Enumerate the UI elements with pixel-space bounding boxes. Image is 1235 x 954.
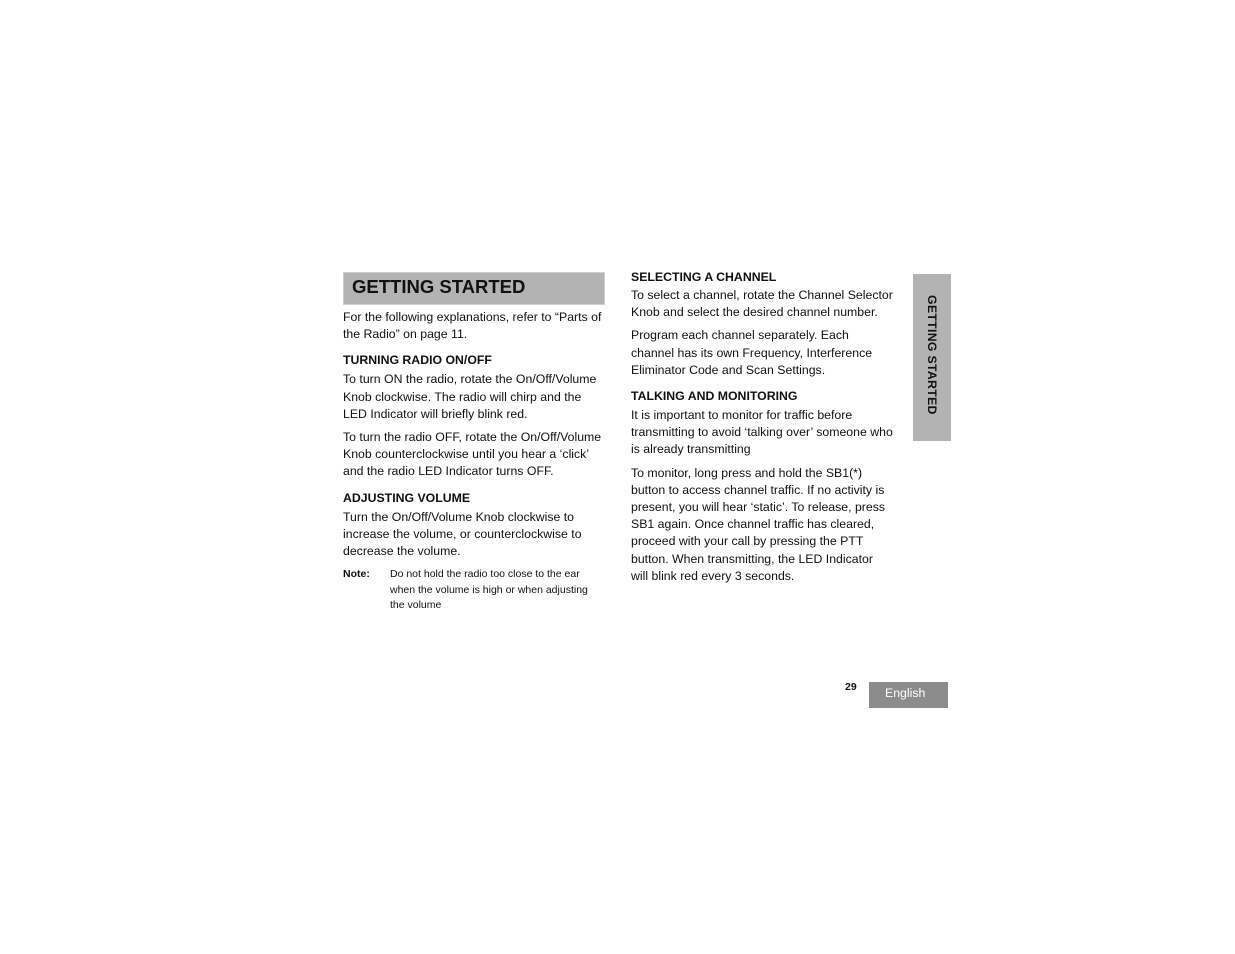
chapter-side-tab	[913, 274, 951, 441]
paragraph-monitor-importance: It is important to monitor for traffic before transmitting to avoid ‘talking over’ someone who is already transmitting	[631, 408, 893, 457]
right-column	[631, 269, 893, 585]
paragraph-select-channel: To select a channel, rotate the Channel Selector Knob and select the desired channel number.	[631, 288, 893, 320]
section-heading-adjusting-volume: ADJUSTING VOLUME	[343, 490, 471, 505]
paragraph-monitor-instructions: To monitor, long press and hold the SB1(*) button to access channel traffic. If no activity is present, you will hear ‘static’. To release, press SB1 again. Once channel traffic has cleared, proceed with your call by pressing the PTT button. When transmitting, the LED Indicator will blink red every 3 seconds.	[631, 465, 886, 583]
chapter-side-tab-label: GETTING STARTED	[925, 295, 939, 415]
paragraph-turn-off: To turn the radio OFF, rotate the On/Off/Volume Knob counterclockwise until you hear a ‘click’ and the radio LED Indicator turns OFF.	[343, 430, 602, 479]
paragraph-turn-on: To turn ON the radio, rotate the On/Off/Volume Knob clockwise. The radio will chirp and the LED Indicator will briefly blink red.	[343, 372, 597, 421]
intro-paragraph: For the following explanations, refer to “Parts of the Radio” on page 11.	[343, 310, 602, 342]
paragraph-program-channel: Program each channel separately. Each channel has its own Frequency, Interference Eliminator Code and Scan Settings.	[631, 328, 873, 377]
note-text: Do not hold the radio too close to the ear when the volume is high or when adjusting the volume	[390, 568, 588, 612]
section-heading-selecting-channel: SELECTING A CHANNEL	[631, 270, 777, 284]
section-heading-talking-monitoring: TALKING AND MONITORING	[631, 389, 798, 404]
left-column	[343, 272, 605, 614]
chapter-title: GETTING STARTED	[343, 272, 605, 305]
note-label: Note:	[343, 568, 370, 581]
page-number: 29	[845, 681, 857, 693]
note-block	[343, 567, 605, 614]
paragraph-adjust-volume: Turn the On/Off/Volume Knob clockwise to increase the volume, or counterclockwise to decrease the volume.	[343, 509, 582, 559]
section-heading-turning-radio: TURNING RADIO ON/OFF	[343, 353, 492, 368]
language-tab: English	[869, 682, 948, 708]
